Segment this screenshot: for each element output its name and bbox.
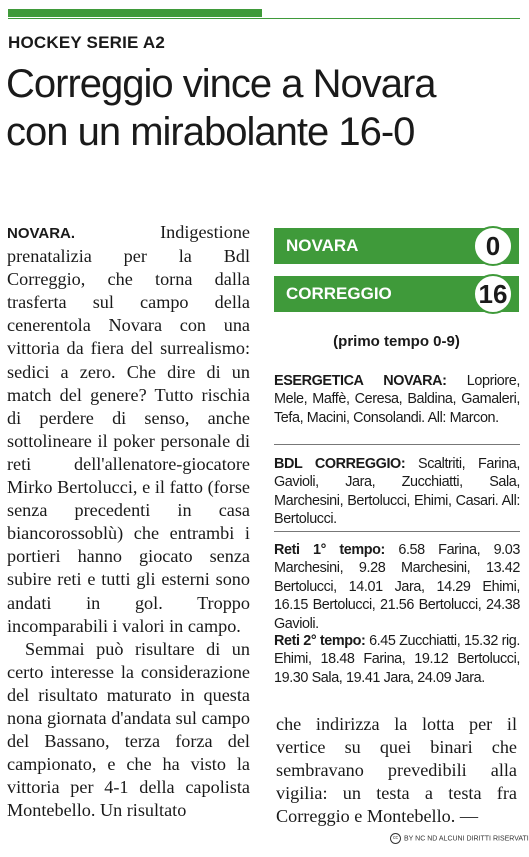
correggio-lineup-label: BDL CORREGGIO: <box>274 456 406 472</box>
home-team-score: 0 <box>473 226 513 266</box>
headline-line-1: Correggio vince a Novara <box>6 62 436 106</box>
goals-divider <box>274 531 520 532</box>
article-paragraph-1 <box>7 221 250 638</box>
home-team-name: NOVARA <box>286 236 359 255</box>
away-team-score: 16 <box>473 274 513 314</box>
goals-first-half <box>274 541 520 633</box>
goals-second-half <box>274 632 520 687</box>
goals-first-half-label: Reti 1° tempo: <box>274 542 385 558</box>
section-rule <box>8 18 520 19</box>
goals-second-half-label: Reti 2° tempo: <box>274 633 366 649</box>
halftime-score: (primo tempo 0-9) <box>333 333 460 350</box>
creative-commons-icon: cc <box>390 833 401 844</box>
section-color-bar <box>8 9 262 17</box>
score-row-home <box>274 228 519 264</box>
article-paragraph-2-continued: che indirizza la lotta per il vertice su quei binari che sembravano prevedibili alla vigilia: un testa a testa fra Correggio e Montebello. — <box>276 714 517 827</box>
headline <box>6 60 521 156</box>
correggio-lineup-players: Scaltriti, Farina, Gavioli, Jara, Zucchiatti, Sala, Marchesini, Bertolucci, Ehimi, Casari. All: Bertolucci. <box>274 456 520 528</box>
article-body-continued <box>276 713 517 828</box>
paragraph-1-text: Indigestione prenatalizia per la Bdl Correggio, che torna dalla trasferta sul campo della cenerentola Novara con una vittoria da fiera del surrealismo: sedici a zero. Che dire di un match del genere? Tutto rischia di perdere di senso, anche sottolineare il poker personale di reti dell'allenatore-giocatore Mirko Bertolucci, e il fatto (forse senza precedenti in casa biancorossoblù) che entrambi i portieri hanno giocato senza subire reti e tutti gli esterni sono andati in gol. Troppo incomparabili i valori in campo. <box>7 222 250 636</box>
article-body <box>7 221 250 822</box>
dateline: NOVARA. <box>7 225 76 242</box>
novara-lineup-label: ESERGETICA NOVARA: <box>274 373 447 389</box>
away-team-name: CORREGGIO <box>286 284 392 303</box>
lineup-divider <box>274 444 520 445</box>
article-paragraph-2: Semmai può risultare di un certo interesse la considerazione del risultato maturato in questa nona giornata d'andata sul campo del Bassano, terza forza del campionato, e che ha visto la vittoria per 4-1 della capolista Montebello. Un risultato <box>7 638 250 821</box>
copyright-credit <box>390 833 529 844</box>
score-row-away <box>274 276 519 312</box>
section-kicker: HOCKEY SERIE A2 <box>8 33 165 52</box>
goals-first-half-text: 6.58 Farina, 9.03 Marchesini, 9.28 Marchesini, 13.42 Bertolucci, 14.01 Jara, 14.29 Ehimi, 16.15 Bertolucci, 21.56 Bertolucci, 24.38 Gavioli. <box>274 542 520 632</box>
goals-second-half-text: 6.45 Zucchiatti, 15.32 rig. Ehimi, 18.48 Farina, 19.12 Bertolucci, 19.30 Sala, 19.41 Jara, 24.09 Jara. <box>274 633 520 686</box>
novara-lineup <box>274 372 520 427</box>
headline-line-2: con un mirabolante 16-0 <box>6 110 415 154</box>
novara-lineup-players: Lopriore, Mele, Maffè, Ceresa, Baldina, Gamaleri, Tefa, Macini, Consolandi. All: Marcon. <box>274 373 520 426</box>
copyright-credit-text: BY NC ND ALCUNI DIRITTI RISERVATI <box>404 835 529 843</box>
correggio-lineup <box>274 455 520 529</box>
